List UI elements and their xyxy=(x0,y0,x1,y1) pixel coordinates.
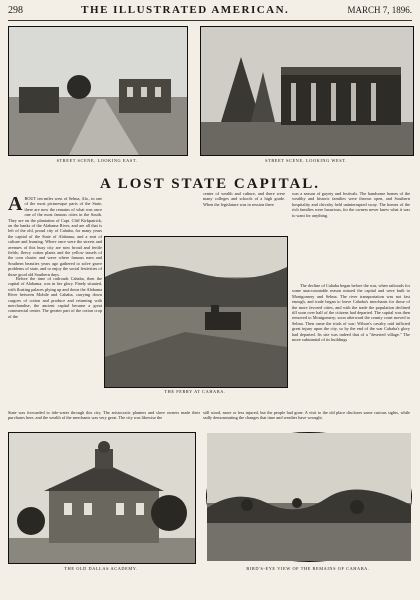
article-col3-p2-text: The decline of Cahaba began before the war, when railroads for some unaccountable reason missed the capital and were built to Montgomery and Selma. The river transportation was not fast enough, and trade began to leave Cahaba's merchants for those of the more favored cities, and with the trade the population declined till soon over half of the citizens had departed. The capital was then removed to Montgomery; soon afterward the county court moved to Selma. Then came the trials of war; Wilson's cavalry raid inflicted great injury upon the city, so by the end of the war Cahaba's glory had departed. Its site was indeed that of a "deserted village." The more substantial of its buildings xyxy=(292,283,410,343)
caption-birds-eye: BIRD'S-EYE VIEW OF THE REMAINS OF CAHABA. xyxy=(246,566,370,571)
article-col1-p2 xyxy=(8,276,102,408)
academy-photo xyxy=(8,432,196,564)
article-col3-right: was a season of gayety and festivals. The handsome homes of the wealthy and historic families were thrown open, and Southern hospitality and chivalry held uninterrupted sway. The homes of the rich families were luxurious, for the owners never knew what it was to want for anything. xyxy=(292,191,410,218)
street-east-illustration xyxy=(9,27,187,155)
ferry-photo xyxy=(104,236,288,388)
caption-academy: THE OLD DALLAS ACADEMY. xyxy=(64,566,138,571)
academy-illustration xyxy=(9,433,195,563)
caption-street-east: STREET SCENE, LOOKING EAST. xyxy=(56,158,138,163)
issue-date: MARCH 7, 1896. xyxy=(347,5,412,15)
article-col1-p2-text: Before the time of railroads Cahaba, then the capital of Alabama, was in her glory. Finely situated, with floating palaces plying up and down the Alabama River between Mobile and Cahaba, carrying down cargoes of cotton and produce and returning with merchandise, the ancient capital became a great commercial center. The greater part of the cotton crop of the xyxy=(8,276,102,319)
page-number: 298 xyxy=(8,5,23,16)
birds-eye-photo xyxy=(206,432,412,562)
article-col1-top xyxy=(8,193,102,277)
header-rule xyxy=(8,20,412,21)
masthead: THE ILLUSTRATED AMERICAN. xyxy=(81,4,290,16)
street-east-photo xyxy=(8,26,188,156)
street-west-photo xyxy=(200,26,414,156)
article-col3-p2 xyxy=(292,283,410,411)
caption-street-west: STREET SCENE, LOOKING WEST. xyxy=(265,158,347,163)
birds-eye-illustration xyxy=(207,433,411,561)
article-span-right: still stood, more or less injured, but the people had gone. A visit to the old place discloses some curious sights, while sadly demonstrating the changes that time and weather have wrought. xyxy=(203,410,410,421)
street-west-illustration xyxy=(201,27,413,155)
page-header xyxy=(8,4,412,18)
drop-cap: A xyxy=(8,193,23,215)
article-intro-text: BOUT ten miles west of Selma, Ala., in one of the most picturesque parts of the State, there are now the remains of what was once one of the most famous cities in the South. They are on the plantation of Capt. Cliff Kirkpatrick, on the banks of the Alabama River, and are all that is left of the old, proud city of Cahaba, for many years the capital of the State of Alabama, and a seat of culture and learning. Where once were the streets and avenues of this busy city are now broad and fertile fields; fleecy cotton plants and the yellow tassels of the corn cluster and wave where famous men and Southern beauties years ago gathered to solve grave problems of state, and to enjoy the social festivities of those good old Southern days. xyxy=(8,196,102,277)
ferry-illustration xyxy=(105,237,287,387)
caption-ferry: THE FERRY AT CAHABA. xyxy=(164,389,226,394)
article-title: A LOST STATE CAPITAL. xyxy=(99,176,321,192)
article-col2-top: center of wealth and culture, and there were many colleges and schools of a high grade. When the legislature was in session there xyxy=(203,191,285,207)
article-span-left: State was forwarded to tide-water through this city. The aristocratic planters and slave owners made their purchases here, and the wealth of the merchants was very great. The city was likewise the xyxy=(8,410,200,421)
